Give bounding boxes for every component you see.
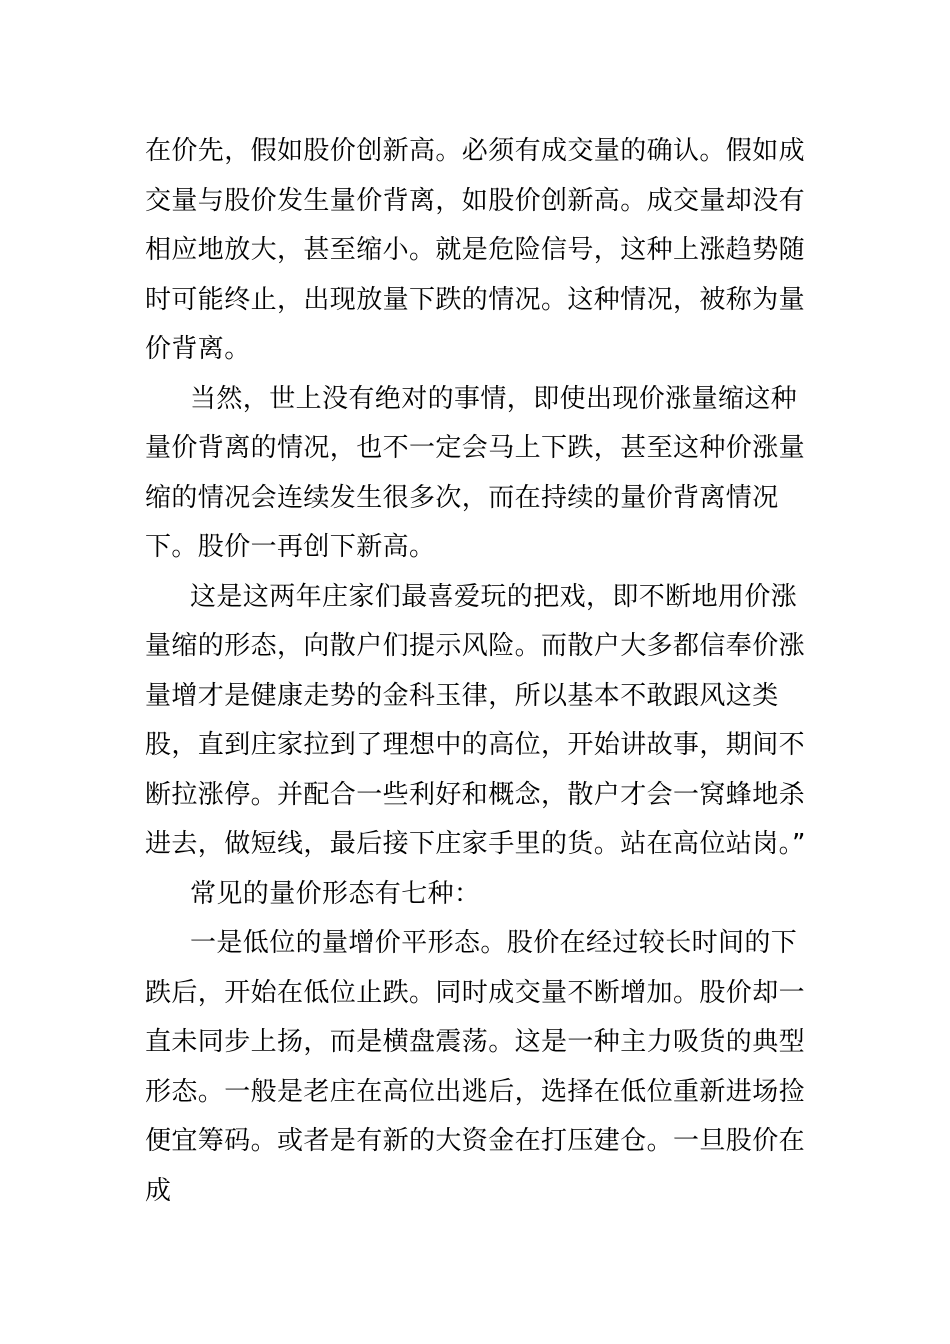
paragraph-3: 这是这两年庄家们最喜爱玩的把戏，即不断地用价涨量缩的形态，向散户们提示风险。而散户大多都信奉价涨量增才是健康走势的金科玉律，所以基本不敢跟风这类股，直到庄家拉到了理想中的高位，开始讲故事，期间不断拉涨停。并配合一些利好和概念，散户才会一窝蜂地杀进去，做短线，最后接下庄家手里的货。站在高位站岗。” [145,581,806,859]
paragraph-4: 常见的量价形态有七种： [190,878,481,909]
body-text [145,127,815,1216]
paragraph-1: 在价先，假如股价创新高。必须有成交量的确认。假如成交量与股价发生量价背离，如股价创新高。成交量却没有相应地放大，甚至缩小。就是危险信号，这种上涨趋势随时可能终止，出现放量下跌的情况。这种情况，被称为量价背离。 [145,136,806,364]
paragraph-5: 一是低位的量增价平形态。股价在经过较长时间的下跌后，开始在低位止跌。同时成交量不断增加。股价却一直未同步上扬，而是横盘震荡。这是一种主力吸货的典型形态。一般是老庄在高位出逃后，选择在低位重新进场捡便宜筹码。或者是有新的大资金在打压建仓。一旦股价在成 [145,928,806,1206]
paragraph-2: 当然，世上没有绝对的事情，即使出现价涨量缩这种量价背离的情况，也不一定会马上下跌，甚至这种价涨量缩的情况会连续发生很多次，而在持续的量价背离情况下。股价一再创下新高。 [145,383,806,562]
